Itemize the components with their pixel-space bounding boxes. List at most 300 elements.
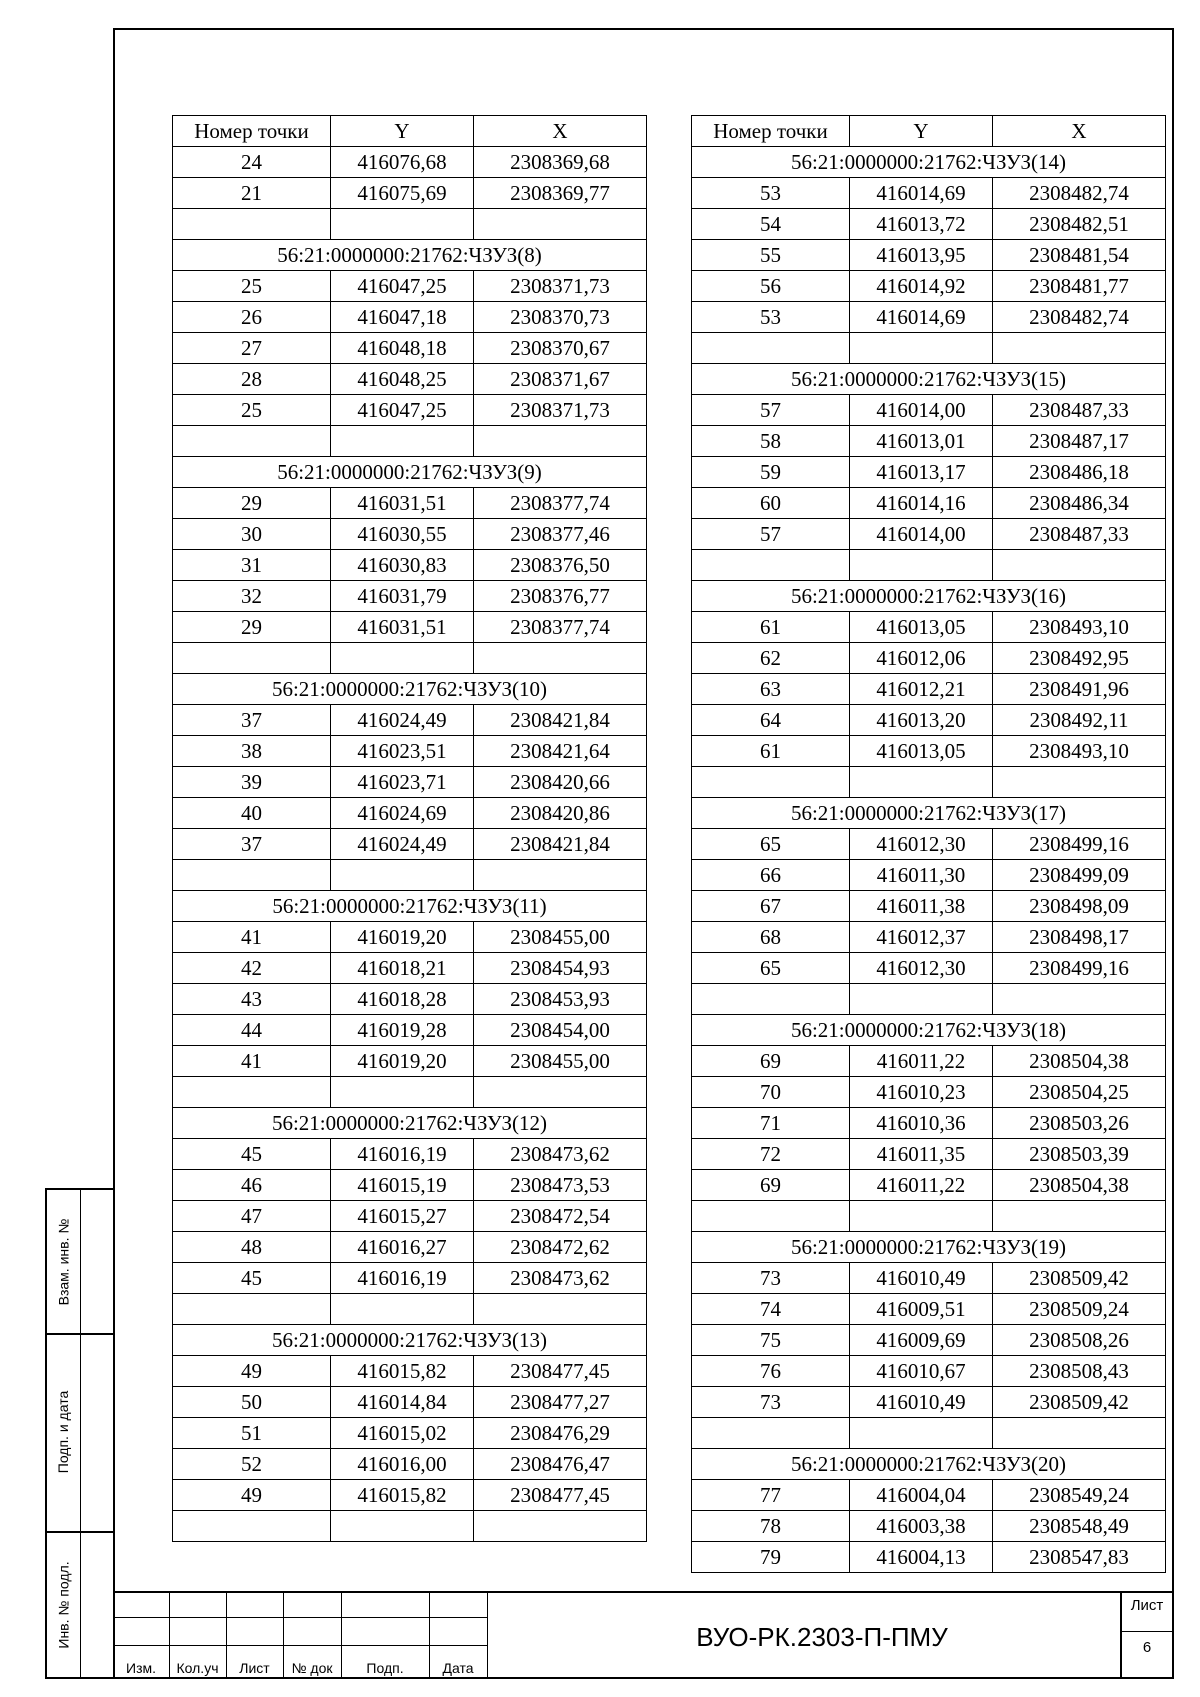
- y-coordinate-cell: 416013,17: [850, 457, 993, 488]
- x-coordinate-cell: 2308376,77: [474, 581, 647, 612]
- table-row: [692, 1108, 1166, 1139]
- x-coordinate-cell: 2308377,74: [474, 488, 647, 519]
- point-number-cell: 41: [173, 922, 331, 953]
- empty-cell: [850, 550, 993, 581]
- side-label-replacement-inv: Взам. инв. №: [55, 1218, 72, 1305]
- sheet-label: Лист: [1130, 1597, 1164, 1614]
- table-row: [173, 178, 647, 209]
- x-coordinate-cell: 2308454,00: [474, 1015, 647, 1046]
- empty-cell: [993, 1201, 1166, 1232]
- blank-row: [173, 1077, 647, 1108]
- point-number-cell: 65: [692, 829, 850, 860]
- x-coordinate-cell: 2308481,54: [993, 240, 1166, 271]
- y-coordinate-cell: 416014,69: [850, 178, 993, 209]
- x-coordinate-cell: 2308492,11: [993, 705, 1166, 736]
- y-coordinate-cell: 416031,51: [331, 612, 474, 643]
- x-coordinate-cell: 2308472,54: [474, 1201, 647, 1232]
- table-row: [173, 302, 647, 333]
- table-row: [173, 395, 647, 426]
- y-coordinate-cell: 416016,00: [331, 1449, 474, 1480]
- point-number-cell: 64: [692, 705, 850, 736]
- point-number-cell: 43: [173, 984, 331, 1015]
- table-header-row: [173, 116, 647, 147]
- x-coordinate-cell: 2308548,49: [993, 1511, 1166, 1542]
- x-coordinate-cell: 2308369,68: [474, 147, 647, 178]
- y-coordinate-cell: 416047,18: [331, 302, 474, 333]
- empty-cell: [692, 333, 850, 364]
- blank-row: [173, 1294, 647, 1325]
- x-coordinate-cell: 2308454,93: [474, 953, 647, 984]
- table-row: [692, 612, 1166, 643]
- stamp-label-signature: Подп.: [366, 1660, 404, 1676]
- y-coordinate-cell: 416030,83: [331, 550, 474, 581]
- table-header-row: [692, 116, 1166, 147]
- y-coordinate-cell: 416009,69: [850, 1325, 993, 1356]
- x-coordinate-cell: 2308482,74: [993, 302, 1166, 333]
- group-header-row: [692, 364, 1166, 395]
- point-number-cell: 67: [692, 891, 850, 922]
- table-row: [173, 519, 647, 550]
- y-coordinate-cell: 416014,00: [850, 519, 993, 550]
- point-number-cell: 57: [692, 395, 850, 426]
- x-coordinate-cell: 2308477,45: [474, 1480, 647, 1511]
- x-coordinate-cell: 2308508,43: [993, 1356, 1166, 1387]
- y-coordinate-cell: 416004,13: [850, 1542, 993, 1573]
- table-row: [173, 953, 647, 984]
- cadastral-group-label: 56:21:0000000:21762:ЧЗУЗ(16): [692, 581, 1166, 612]
- point-number-cell: 54: [692, 209, 850, 240]
- point-number-cell: 79: [692, 1542, 850, 1573]
- empty-cell: [173, 1077, 331, 1108]
- y-coordinate-cell: 416015,82: [331, 1480, 474, 1511]
- x-coordinate-cell: 2308477,45: [474, 1356, 647, 1387]
- side-label-signature-date: Подп. и дата: [55, 1390, 72, 1474]
- y-coordinate-cell: 416024,49: [331, 829, 474, 860]
- table-row: [173, 1170, 647, 1201]
- x-coordinate-cell: 2308493,10: [993, 736, 1166, 767]
- empty-cell: [331, 209, 474, 240]
- point-number-cell: 55: [692, 240, 850, 271]
- coordinates-table-left: [172, 115, 647, 1542]
- empty-cell: [474, 860, 647, 891]
- table-row: [692, 488, 1166, 519]
- y-coordinate-cell: 416023,51: [331, 736, 474, 767]
- x-coordinate-cell: 2308509,42: [993, 1387, 1166, 1418]
- empty-cell: [993, 550, 1166, 581]
- table-row: [173, 705, 647, 736]
- x-coordinate-cell: 2308421,84: [474, 705, 647, 736]
- x-coordinate-cell: 2308504,25: [993, 1077, 1166, 1108]
- point-number-cell: 41: [173, 1046, 331, 1077]
- x-coordinate-cell: 2308420,86: [474, 798, 647, 829]
- x-coordinate-cell: 2308476,47: [474, 1449, 647, 1480]
- table-row: [173, 550, 647, 581]
- cadastral-group-label: 56:21:0000000:21762:ЧЗУЗ(19): [692, 1232, 1166, 1263]
- empty-cell: [993, 984, 1166, 1015]
- x-coordinate-cell: 2308499,09: [993, 860, 1166, 891]
- y-coordinate-cell: 416013,05: [850, 736, 993, 767]
- y-coordinate-cell: 416075,69: [331, 178, 474, 209]
- y-coordinate-cell: 416010,23: [850, 1077, 993, 1108]
- blank-row: [692, 984, 1166, 1015]
- point-number-cell: 42: [173, 953, 331, 984]
- empty-cell: [474, 1294, 647, 1325]
- table-row: [173, 612, 647, 643]
- table-row: [173, 1232, 647, 1263]
- empty-cell: [331, 643, 474, 674]
- y-coordinate-cell: 416010,49: [850, 1387, 993, 1418]
- table-row: [173, 364, 647, 395]
- stamp-label-sheet: Лист: [239, 1660, 270, 1676]
- table-row: [173, 829, 647, 860]
- y-coordinate-cell: 416076,68: [331, 147, 474, 178]
- empty-cell: [331, 426, 474, 457]
- y-coordinate-cell: 416011,22: [850, 1046, 993, 1077]
- y-coordinate-cell: 416014,69: [850, 302, 993, 333]
- y-coordinate-cell: 416047,25: [331, 395, 474, 426]
- cadastral-group-label: 56:21:0000000:21762:ЧЗУЗ(8): [173, 240, 647, 271]
- point-number-cell: 45: [173, 1263, 331, 1294]
- x-coordinate-cell: 2308499,16: [993, 953, 1166, 984]
- y-coordinate-cell: 416013,20: [850, 705, 993, 736]
- x-coordinate-cell: 2308493,10: [993, 612, 1166, 643]
- group-header-row: [692, 581, 1166, 612]
- table-row: [692, 829, 1166, 860]
- y-coordinate-cell: 416018,28: [331, 984, 474, 1015]
- point-number-cell: 45: [173, 1139, 331, 1170]
- x-coordinate-cell: 2308498,17: [993, 922, 1166, 953]
- y-coordinate-cell: 416019,28: [331, 1015, 474, 1046]
- x-coordinate-cell: 2308504,38: [993, 1170, 1166, 1201]
- table-row: [692, 426, 1166, 457]
- point-number-cell: 37: [173, 829, 331, 860]
- point-number-cell: 61: [692, 612, 850, 643]
- table-row: [692, 953, 1166, 984]
- group-header-row: [173, 1325, 647, 1356]
- empty-cell: [692, 550, 850, 581]
- blank-row: [173, 209, 647, 240]
- table-row: [173, 488, 647, 519]
- blank-row: [692, 550, 1166, 581]
- x-coordinate-cell: 2308472,62: [474, 1232, 647, 1263]
- table-row: [692, 674, 1166, 705]
- group-header-row: [173, 1108, 647, 1139]
- x-coordinate-cell: 2308376,50: [474, 550, 647, 581]
- x-coordinate-cell: 2308499,16: [993, 829, 1166, 860]
- coordinates-table-right: [691, 115, 1166, 1573]
- y-coordinate-cell: 416012,06: [850, 643, 993, 674]
- y-coordinate-cell: 416018,21: [331, 953, 474, 984]
- y-coordinate-cell: 416024,69: [331, 798, 474, 829]
- table-row: [173, 922, 647, 953]
- table-row: [173, 984, 647, 1015]
- table-row: [173, 333, 647, 364]
- y-coordinate-cell: 416004,04: [850, 1480, 993, 1511]
- point-number-cell: 53: [692, 302, 850, 333]
- empty-cell: [692, 1201, 850, 1232]
- x-coordinate-cell: 2308491,96: [993, 674, 1166, 705]
- empty-cell: [692, 984, 850, 1015]
- table-row: [692, 1294, 1166, 1325]
- table-row: [692, 1387, 1166, 1418]
- y-coordinate-cell: 416016,19: [331, 1139, 474, 1170]
- point-number-cell: 53: [692, 178, 850, 209]
- x-coordinate-cell: 2308370,73: [474, 302, 647, 333]
- x-coordinate-cell: 2308420,66: [474, 767, 647, 798]
- stamp-label-doc-number: № док: [291, 1660, 333, 1676]
- empty-cell: [474, 426, 647, 457]
- y-coordinate-cell: 416019,20: [331, 1046, 474, 1077]
- x-coordinate-cell: 2308487,33: [993, 395, 1166, 426]
- x-coordinate-cell: 2308482,51: [993, 209, 1166, 240]
- x-coordinate-cell: 2308455,00: [474, 922, 647, 953]
- point-number-cell: 25: [173, 271, 331, 302]
- empty-cell: [474, 1511, 647, 1542]
- cadastral-group-label: 56:21:0000000:21762:ЧЗУЗ(20): [692, 1449, 1166, 1480]
- point-number-cell: 59: [692, 457, 850, 488]
- point-number-cell: 72: [692, 1139, 850, 1170]
- x-coordinate-cell: 2308509,24: [993, 1294, 1166, 1325]
- point-number-cell: 37: [173, 705, 331, 736]
- x-coordinate-cell: 2308371,67: [474, 364, 647, 395]
- y-coordinate-cell: 416048,18: [331, 333, 474, 364]
- table-row: [692, 519, 1166, 550]
- blank-row: [692, 1201, 1166, 1232]
- x-coordinate-cell: 2308473,62: [474, 1263, 647, 1294]
- table-row: [173, 1201, 647, 1232]
- y-coordinate-cell: 416003,38: [850, 1511, 993, 1542]
- point-number-cell: 68: [692, 922, 850, 953]
- point-number-cell: 78: [692, 1511, 850, 1542]
- point-number-cell: 44: [173, 1015, 331, 1046]
- header-x: X: [993, 116, 1166, 147]
- point-number-cell: 71: [692, 1108, 850, 1139]
- y-coordinate-cell: 416014,00: [850, 395, 993, 426]
- x-coordinate-cell: 2308421,84: [474, 829, 647, 860]
- point-number-cell: 73: [692, 1387, 850, 1418]
- y-coordinate-cell: 416013,95: [850, 240, 993, 271]
- point-number-cell: 50: [173, 1387, 331, 1418]
- empty-cell: [331, 860, 474, 891]
- point-number-cell: 56: [692, 271, 850, 302]
- table-row: [692, 922, 1166, 953]
- empty-cell: [474, 643, 647, 674]
- cadastral-group-label: 56:21:0000000:21762:ЧЗУЗ(11): [173, 891, 647, 922]
- table-row: [173, 1449, 647, 1480]
- table-row: [173, 1015, 647, 1046]
- x-coordinate-cell: 2308369,77: [474, 178, 647, 209]
- table-row: [173, 1387, 647, 1418]
- empty-cell: [173, 209, 331, 240]
- table-row: [692, 1046, 1166, 1077]
- empty-cell: [692, 1418, 850, 1449]
- group-header-row: [173, 457, 647, 488]
- blank-row: [692, 1418, 1166, 1449]
- table-row: [692, 891, 1166, 922]
- cadastral-group-label: 56:21:0000000:21762:ЧЗУЗ(13): [173, 1325, 647, 1356]
- x-coordinate-cell: 2308377,46: [474, 519, 647, 550]
- point-number-cell: 52: [173, 1449, 331, 1480]
- empty-cell: [331, 1077, 474, 1108]
- y-coordinate-cell: 416011,38: [850, 891, 993, 922]
- x-coordinate-cell: 2308371,73: [474, 395, 647, 426]
- x-coordinate-cell: 2308498,09: [993, 891, 1166, 922]
- x-coordinate-cell: 2308509,42: [993, 1263, 1166, 1294]
- y-coordinate-cell: 416012,30: [850, 829, 993, 860]
- point-number-cell: 74: [692, 1294, 850, 1325]
- y-coordinate-cell: 416016,19: [331, 1263, 474, 1294]
- point-number-cell: 69: [692, 1170, 850, 1201]
- table-row: [692, 1542, 1166, 1573]
- empty-cell: [850, 767, 993, 798]
- x-coordinate-cell: 2308486,34: [993, 488, 1166, 519]
- side-stamp: [45, 1188, 115, 1679]
- blank-row: [173, 643, 647, 674]
- y-coordinate-cell: 416014,16: [850, 488, 993, 519]
- document-code: ВУО-РК.2303-П-ПМУ: [696, 1621, 948, 1652]
- empty-cell: [850, 1418, 993, 1449]
- point-number-cell: 47: [173, 1201, 331, 1232]
- table-row: [692, 1356, 1166, 1387]
- x-coordinate-cell: 2308547,83: [993, 1542, 1166, 1573]
- table-row: [692, 1077, 1166, 1108]
- point-number-cell: 66: [692, 860, 850, 891]
- table-row: [692, 457, 1166, 488]
- x-coordinate-cell: 2308371,73: [474, 271, 647, 302]
- point-number-cell: 24: [173, 147, 331, 178]
- table-row: [173, 1139, 647, 1170]
- point-number-cell: 77: [692, 1480, 850, 1511]
- table-row: [692, 1325, 1166, 1356]
- point-number-cell: 58: [692, 426, 850, 457]
- side-label-original-inv: Инв. № подл.: [55, 1561, 72, 1649]
- cadastral-group-label: 56:21:0000000:21762:ЧЗУЗ(15): [692, 364, 1166, 395]
- empty-cell: [692, 767, 850, 798]
- y-coordinate-cell: 416010,36: [850, 1108, 993, 1139]
- empty-cell: [850, 984, 993, 1015]
- point-number-cell: 62: [692, 643, 850, 674]
- point-number-cell: 61: [692, 736, 850, 767]
- empty-cell: [993, 767, 1166, 798]
- point-number-cell: 63: [692, 674, 850, 705]
- point-number-cell: 46: [173, 1170, 331, 1201]
- table-row: [692, 705, 1166, 736]
- empty-cell: [173, 860, 331, 891]
- point-number-cell: 38: [173, 736, 331, 767]
- table-row: [692, 1263, 1166, 1294]
- empty-cell: [850, 1201, 993, 1232]
- table-row: [173, 767, 647, 798]
- x-coordinate-cell: 2308477,27: [474, 1387, 647, 1418]
- point-number-cell: 40: [173, 798, 331, 829]
- point-number-cell: 57: [692, 519, 850, 550]
- y-coordinate-cell: 416011,22: [850, 1170, 993, 1201]
- blank-row: [692, 767, 1166, 798]
- point-number-cell: 21: [173, 178, 331, 209]
- empty-cell: [993, 1418, 1166, 1449]
- header-x: X: [474, 116, 647, 147]
- x-coordinate-cell: 2308481,77: [993, 271, 1166, 302]
- point-number-cell: 75: [692, 1325, 850, 1356]
- y-coordinate-cell: 416014,84: [331, 1387, 474, 1418]
- point-number-cell: 65: [692, 953, 850, 984]
- group-header-row: [692, 798, 1166, 829]
- table-row: [692, 643, 1166, 674]
- x-coordinate-cell: 2308549,24: [993, 1480, 1166, 1511]
- y-coordinate-cell: 416023,71: [331, 767, 474, 798]
- y-coordinate-cell: 416011,35: [850, 1139, 993, 1170]
- y-coordinate-cell: 416031,51: [331, 488, 474, 519]
- x-coordinate-cell: 2308473,62: [474, 1139, 647, 1170]
- y-coordinate-cell: 416016,27: [331, 1232, 474, 1263]
- cadastral-group-label: 56:21:0000000:21762:ЧЗУЗ(10): [173, 674, 647, 705]
- table-row: [173, 581, 647, 612]
- table-row: [692, 1480, 1166, 1511]
- x-coordinate-cell: 2308455,00: [474, 1046, 647, 1077]
- y-coordinate-cell: 416015,19: [331, 1170, 474, 1201]
- point-number-cell: 29: [173, 488, 331, 519]
- empty-cell: [173, 643, 331, 674]
- header-y: Y: [850, 116, 993, 147]
- point-number-cell: 26: [173, 302, 331, 333]
- point-number-cell: 49: [173, 1480, 331, 1511]
- table-row: [692, 1170, 1166, 1201]
- stamp-label-date: Дата: [442, 1660, 474, 1676]
- y-coordinate-cell: 416015,82: [331, 1356, 474, 1387]
- x-coordinate-cell: 2308473,53: [474, 1170, 647, 1201]
- cadastral-group-label: 56:21:0000000:21762:ЧЗУЗ(12): [173, 1108, 647, 1139]
- header-point-number: Номер точки: [173, 116, 331, 147]
- point-number-cell: 31: [173, 550, 331, 581]
- table-row: [173, 1480, 647, 1511]
- point-number-cell: 60: [692, 488, 850, 519]
- y-coordinate-cell: 416012,30: [850, 953, 993, 984]
- y-coordinate-cell: 416015,02: [331, 1418, 474, 1449]
- table-row: [173, 147, 647, 178]
- point-number-cell: 39: [173, 767, 331, 798]
- y-coordinate-cell: 416009,51: [850, 1294, 993, 1325]
- x-coordinate-cell: 2308487,17: [993, 426, 1166, 457]
- x-coordinate-cell: 2308508,26: [993, 1325, 1166, 1356]
- header-point-number: Номер точки: [692, 116, 850, 147]
- y-coordinate-cell: 416015,27: [331, 1201, 474, 1232]
- y-coordinate-cell: 416024,49: [331, 705, 474, 736]
- y-coordinate-cell: 416010,67: [850, 1356, 993, 1387]
- x-coordinate-cell: 2308377,74: [474, 612, 647, 643]
- x-coordinate-cell: 2308370,67: [474, 333, 647, 364]
- point-number-cell: 70: [692, 1077, 850, 1108]
- y-coordinate-cell: 416048,25: [331, 364, 474, 395]
- table-row: [173, 736, 647, 767]
- group-header-row: [173, 891, 647, 922]
- y-coordinate-cell: 416011,30: [850, 860, 993, 891]
- empty-cell: [993, 333, 1166, 364]
- table-row: [692, 240, 1166, 271]
- y-coordinate-cell: 416030,55: [331, 519, 474, 550]
- x-coordinate-cell: 2308486,18: [993, 457, 1166, 488]
- group-header-row: [692, 147, 1166, 178]
- table-row: [692, 302, 1166, 333]
- point-number-cell: 30: [173, 519, 331, 550]
- y-coordinate-cell: 416047,25: [331, 271, 474, 302]
- x-coordinate-cell: 2308453,93: [474, 984, 647, 1015]
- table-row: [692, 271, 1166, 302]
- y-coordinate-cell: 416013,72: [850, 209, 993, 240]
- table-row: [692, 1139, 1166, 1170]
- y-coordinate-cell: 416013,01: [850, 426, 993, 457]
- blank-row: [173, 426, 647, 457]
- table-row: [173, 798, 647, 829]
